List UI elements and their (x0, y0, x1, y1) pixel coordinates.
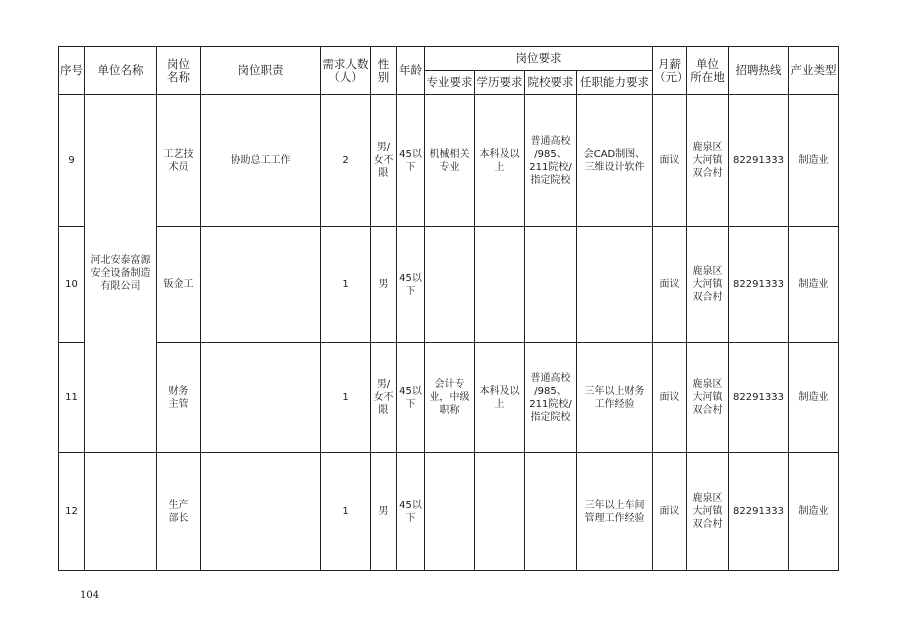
header-row (59, 47, 839, 71)
age: 45以 下 (397, 343, 425, 453)
company-name: 河北安泰富源 安全设备制造 有限公司 (85, 95, 157, 453)
salary: 面议 (653, 343, 687, 453)
major-req (425, 453, 475, 571)
header-count: 需求人数 （人） (321, 47, 371, 95)
hotline: 82291333 (729, 453, 789, 571)
header-major: 专业要求 (425, 71, 475, 95)
row-no: 9 (59, 95, 85, 227)
hotline: 82291333 (729, 95, 789, 227)
header-post-name: 岗位 名称 (157, 47, 201, 95)
salary: 面议 (653, 227, 687, 343)
post-name: 生产 部长 (157, 453, 201, 571)
school-req (525, 227, 577, 343)
location: 鹿泉区 大河镇 双合村 (687, 95, 729, 227)
hotline: 82291333 (729, 227, 789, 343)
major-req: 机械相关 专业 (425, 95, 475, 227)
page-number: 104 (80, 590, 100, 601)
post-duty (201, 453, 321, 571)
header-unit: 单位名称 (85, 47, 157, 95)
recruitment-table (58, 46, 839, 571)
gender: 男 (371, 227, 397, 343)
headcount: 2 (321, 95, 371, 227)
headcount: 1 (321, 343, 371, 453)
header-requirements: 岗位要求 (425, 47, 653, 71)
header-duty: 岗位职责 (201, 47, 321, 95)
industry: 制造业 (789, 453, 839, 571)
header-industry: 产业类型 (789, 47, 839, 95)
header-salary: 月薪 （元） (653, 47, 687, 95)
header-no: 序号 (59, 47, 85, 95)
school-req: 普通高校 /985、 211院校/ 指定院校 (525, 343, 577, 453)
ability-req: 三年以上财务 工作经验 (577, 343, 653, 453)
header-edu: 学历要求 (475, 71, 525, 95)
age: 45以 下 (397, 95, 425, 227)
hotline: 82291333 (729, 343, 789, 453)
header-ability: 任职能力要求 (577, 71, 653, 95)
ability-req (577, 227, 653, 343)
header-age: 年龄 (397, 47, 425, 95)
edu-req (475, 227, 525, 343)
table-row (59, 343, 839, 453)
post-name: 工艺技 术员 (157, 95, 201, 227)
gender: 男 (371, 453, 397, 571)
row-no: 11 (59, 343, 85, 453)
table-row (59, 227, 839, 343)
table-row (59, 95, 839, 227)
row-no: 10 (59, 227, 85, 343)
post-duty: 协助总工工作 (201, 95, 321, 227)
school-req (525, 453, 577, 571)
company-name-empty (85, 453, 157, 571)
location: 鹿泉区 大河镇 双合村 (687, 343, 729, 453)
school-req: 普通高校 /985、 211院校/ 指定院校 (525, 95, 577, 227)
post-name: 钣金工 (157, 227, 201, 343)
header-hotline: 招聘热线 (729, 47, 789, 95)
table-row (59, 453, 839, 571)
location: 鹿泉区 大河镇 双合村 (687, 453, 729, 571)
row-no: 12 (59, 453, 85, 571)
header-gender: 性 别 (371, 47, 397, 95)
post-duty (201, 343, 321, 453)
edu-req: 本科及以 上 (475, 95, 525, 227)
ability-req: 三年以上车间 管理工作经验 (577, 453, 653, 571)
major-req: 会计专 业，中级 职称 (425, 343, 475, 453)
edu-req: 本科及以 上 (475, 343, 525, 453)
salary: 面议 (653, 95, 687, 227)
industry: 制造业 (789, 95, 839, 227)
age: 45以 下 (397, 453, 425, 571)
edu-req (475, 453, 525, 571)
header-location: 单位 所在地 (687, 47, 729, 95)
salary: 面议 (653, 453, 687, 571)
age: 45以 下 (397, 227, 425, 343)
industry: 制造业 (789, 227, 839, 343)
headcount: 1 (321, 227, 371, 343)
industry: 制造业 (789, 343, 839, 453)
post-duty (201, 227, 321, 343)
header-school: 院校要求 (525, 71, 577, 95)
gender: 男/ 女不 限 (371, 343, 397, 453)
location: 鹿泉区 大河镇 双合村 (687, 227, 729, 343)
major-req (425, 227, 475, 343)
post-name: 财务 主管 (157, 343, 201, 453)
gender: 男/ 女不 限 (371, 95, 397, 227)
headcount: 1 (321, 453, 371, 571)
ability-req: 会CAD制图、 三维设计软件 (577, 95, 653, 227)
